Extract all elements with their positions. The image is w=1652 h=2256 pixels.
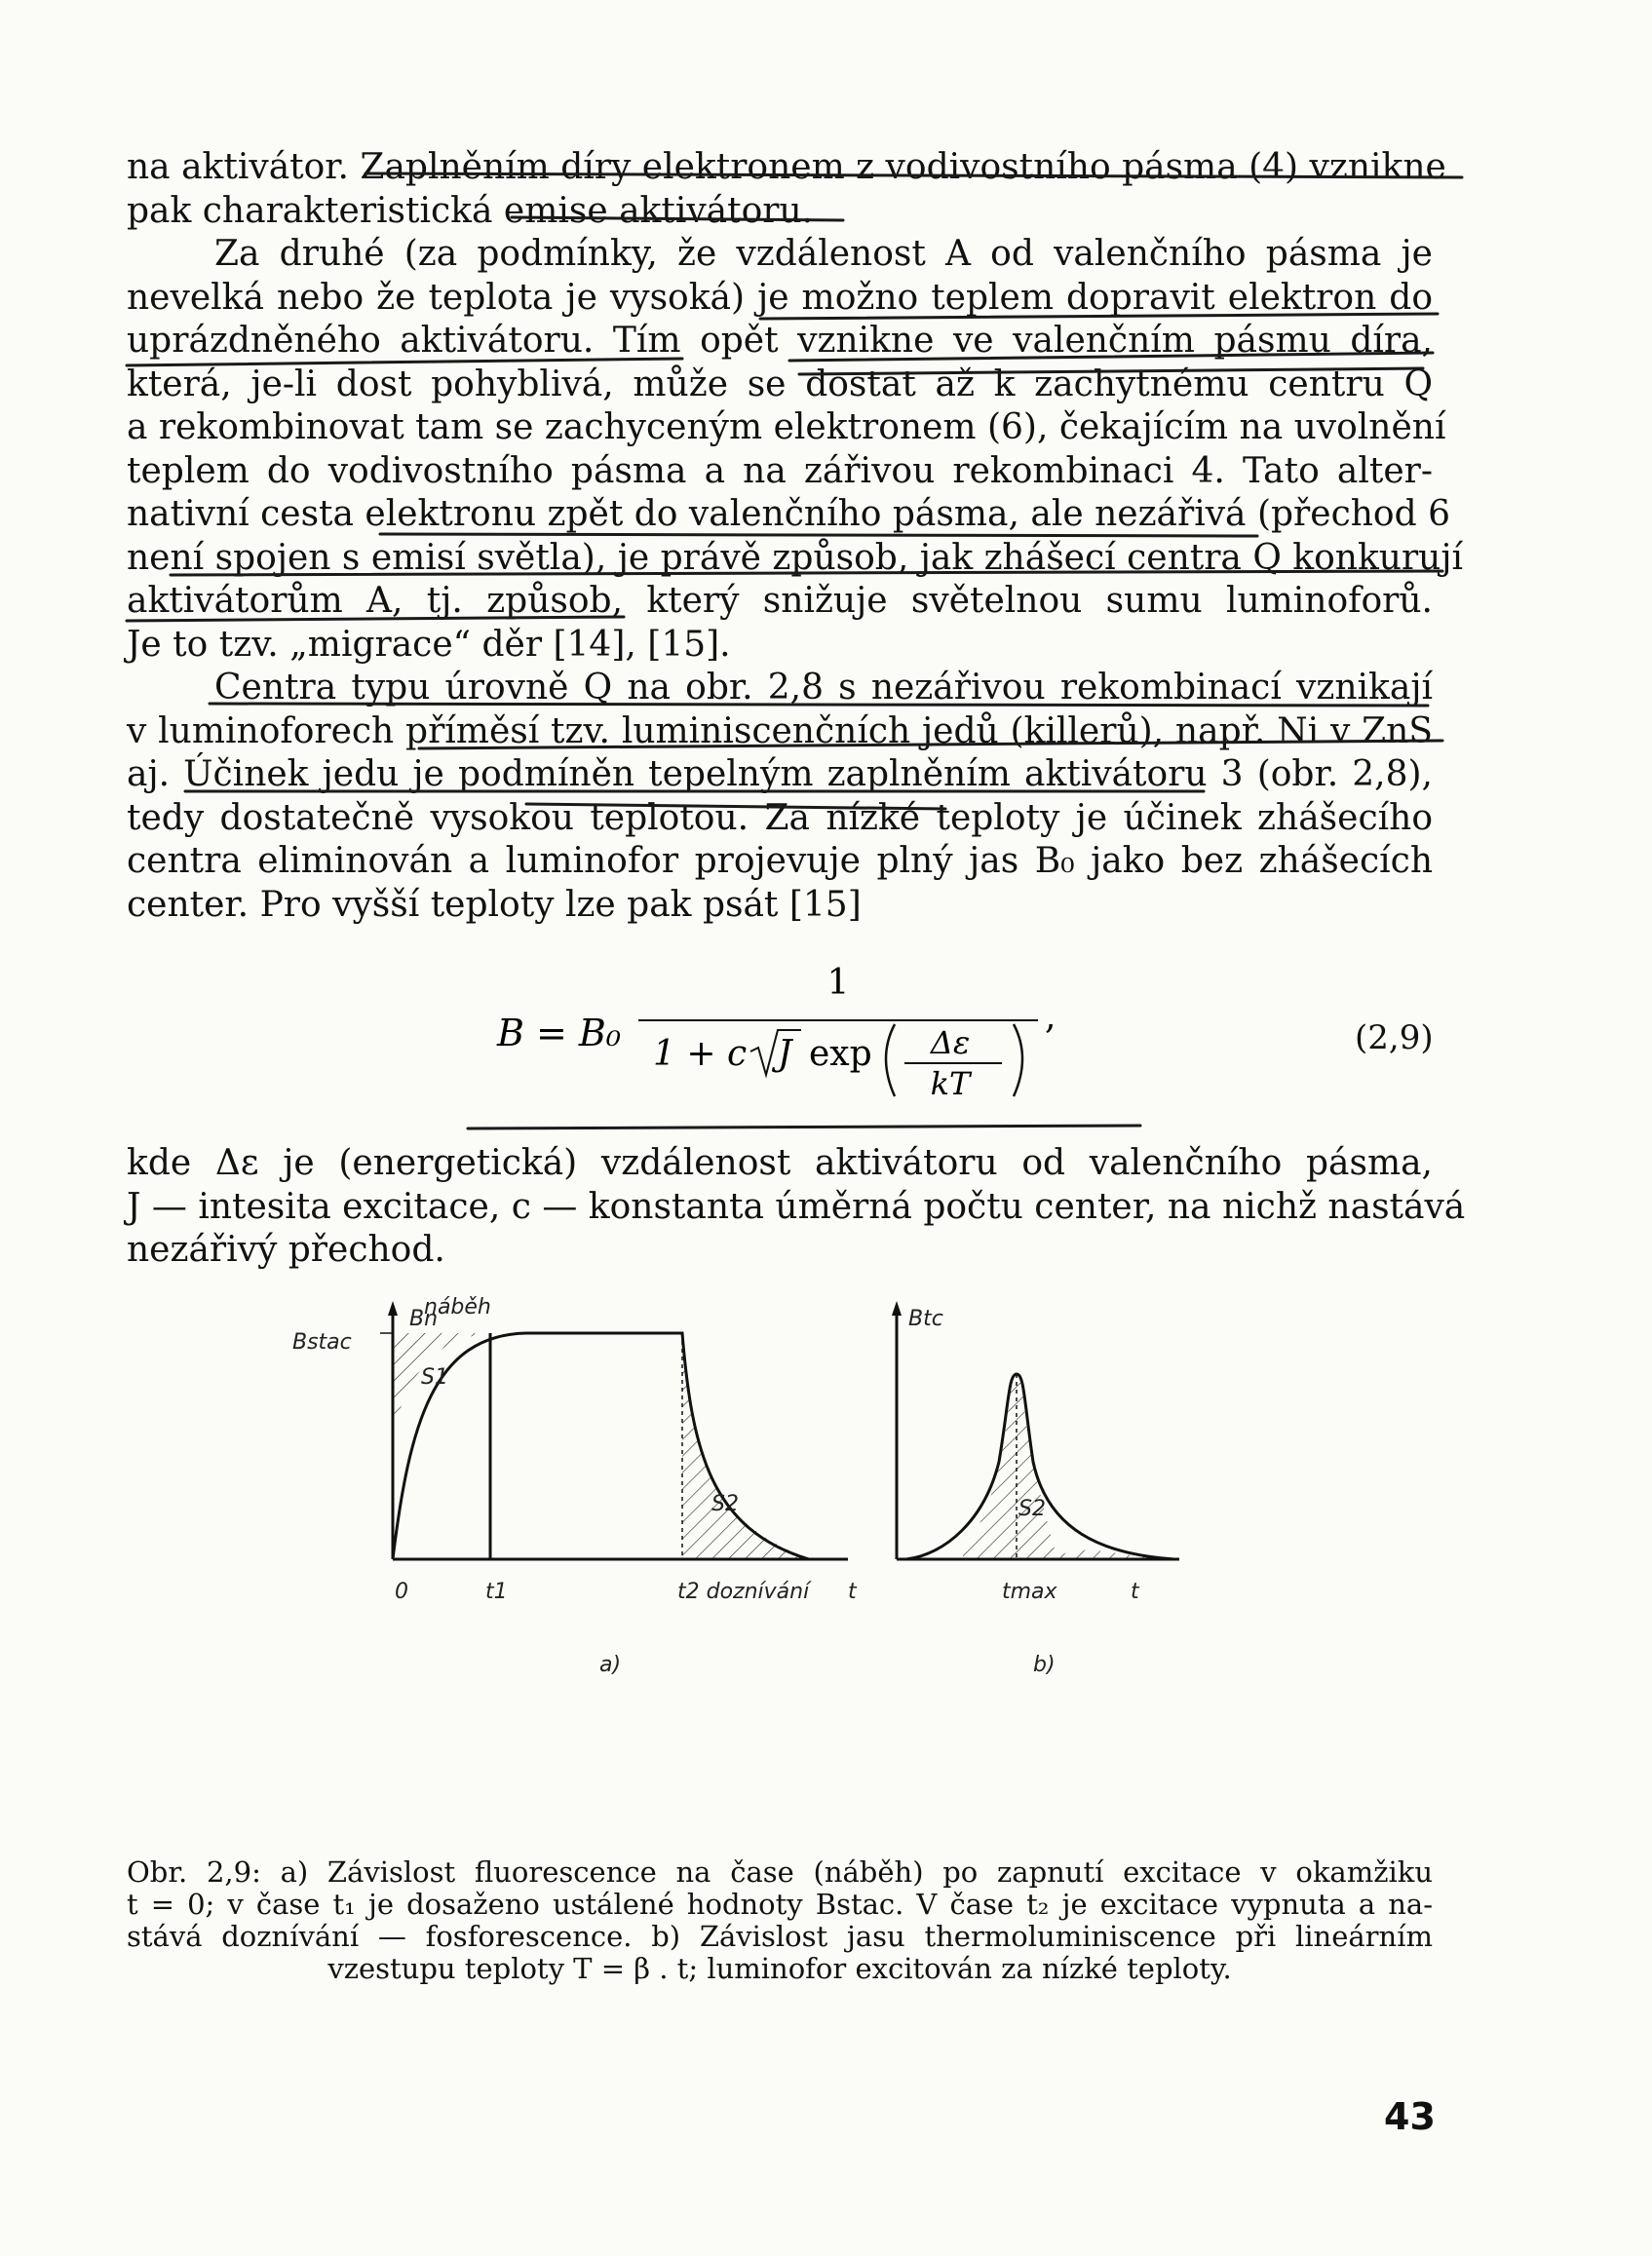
y-axis-arrow-b: [892, 1301, 902, 1316]
text-line: v luminoforech příměsí tzv. luminiscenčních jedů (killerů), např. Ni v ZnS: [127, 710, 1433, 751]
text-line: která, je-li dost pohyblivá, může se dostat až k zachytnému centru Q: [127, 363, 1433, 404]
t-label-b: t: [1131, 1580, 1139, 1604]
text-line: uprázdněného aktivátoru. Tím opět vznikne ve valenčním pásmu díra,: [127, 321, 1433, 361]
text-line: tedy dostatečně vysokou teplotou. Za nízké teploty je účinek zhášecího: [127, 797, 1433, 838]
equation-comma: ,: [1045, 997, 1057, 1037]
y-axis-arrow-a: [388, 1301, 398, 1316]
t1-label: t1: [485, 1580, 508, 1604]
t2-label: t2 doznívání: [677, 1580, 810, 1604]
area-s2-b: [960, 1382, 1057, 1560]
paragraph-3: [127, 667, 1433, 927]
text-line: center. Pro vyšší teploty lze pak psát [15]: [127, 884, 862, 925]
right-paren: [1014, 1024, 1022, 1096]
figure-2-9: [263, 1296, 1287, 1842]
text-line: nativní cesta elektronu zpět do valenčního pásma, ale nezářivá (přechod 6: [127, 494, 1450, 534]
y-label-btc: Btc: [908, 1307, 943, 1331]
caption-line: stává doznívání — fosforescence. b) Závislost jasu thermoluminiscence při lineárním: [127, 1920, 1433, 1953]
inner-numerator: Δε: [930, 1024, 971, 1061]
text-line: Je to tzv. „migrace“ děr [14], [15].: [127, 624, 731, 665]
origin-label: 0: [395, 1580, 408, 1604]
figure-panel-a: [292, 1296, 858, 1677]
paragraph-1: [127, 146, 1446, 233]
fluorescence-curve: [393, 1333, 809, 1559]
text-line: aktivátorům A, tj. způsob, který snižuje světelnou sumu luminoforů.: [127, 581, 1433, 621]
text-line: Centra typu úrovně Q na obr. 2,8 s nezářivou rekombinací vznikají: [214, 668, 1433, 707]
text-line: na aktivátor. Zaplněním díry elektronem z vodivostního pásma (4) vznikne: [127, 147, 1446, 187]
text-line: aj. Účinek jedu je podmíněn tepelným zaplněním aktivátoru 3 (obr. 2,8),: [127, 754, 1433, 794]
text-line: nezářivý přechod.: [127, 1230, 445, 1270]
text-line: centra eliminován a luminofor projevuje plný jas B₀ jako bez zhášecích: [127, 841, 1433, 881]
text-line: a rekombinovat tam se zachyceným elektronem (6), čekajícím na uvolnění: [127, 407, 1446, 447]
s2-label-a: S2: [711, 1492, 739, 1516]
s2-label-b: S2: [1018, 1497, 1046, 1521]
sqrt-argument: J: [778, 1034, 792, 1074]
exp-function: exp: [809, 1034, 872, 1074]
text-line: nevelká nebo že teplota je vysoká) je možno teplem dopravit elektron do: [127, 277, 1433, 318]
equation-2-9: [468, 960, 1345, 1126]
text-line: J — intesita excitace, c — konstanta úměrná počtu center, na nichž nastává: [127, 1186, 1466, 1227]
left-paren: [886, 1024, 895, 1096]
sqrt-sign: [750, 1030, 801, 1075]
panel-a-label: a): [599, 1653, 622, 1677]
caption-line: t = 0; v čase t₁ je dosaženo ustálené hodnoty Bstac. V čase t₂ je excitace vypnuta a na-: [127, 1888, 1433, 1921]
text-line: kde Δε je (energetická) vzdálenost aktivátoru od valenčního pásma,: [127, 1143, 1433, 1183]
figure-panel-b: [892, 1301, 1179, 1677]
tmax-label: tmax: [1002, 1580, 1057, 1604]
equation-lhs: B = B₀: [497, 1012, 622, 1054]
text-line: pak charakteristická emise aktivátoru.: [127, 190, 814, 231]
paragraph-4: [127, 1142, 1466, 1273]
rise-label: náběh: [424, 1296, 491, 1319]
page-number: 43: [1384, 2095, 1436, 2138]
text-line: Za druhé (za podmínky, že vzdálenost A od valenčního pásma je: [214, 234, 1433, 274]
equation-denominator-prefix: 1 + c: [653, 1034, 748, 1074]
paragraph-2: [127, 233, 1464, 667]
bstac-label: Bstac: [292, 1330, 352, 1355]
y-label-bn: Bn: [409, 1307, 439, 1331]
text-line: není spojen s emisí světla), je právě způsob, jak zhášecí centra Q konkurují: [127, 537, 1464, 578]
equation-numerator: 1: [826, 963, 850, 1003]
panel-b-label: b): [1033, 1653, 1056, 1677]
figure-caption: [127, 1856, 1433, 1985]
text-line: teplem do vodivostního pásma a na zářivou rekombinaci 4. Tato alter-: [127, 450, 1433, 491]
underline-mark: [468, 1126, 1140, 1128]
equation-number: (2,9): [1355, 1018, 1434, 1057]
inner-denominator: kT: [930, 1065, 971, 1102]
caption-line: vzestupu teploty T = β . t; luminofor excitován za nízké teploty.: [327, 1952, 1232, 1985]
s1-label: S1: [421, 1365, 448, 1390]
caption-line: Obr. 2,9: a) Závislost fluorescence na čase (náběh) po zapnutí excitace v okamžiku: [127, 1855, 1433, 1889]
t-label-a: t: [848, 1580, 857, 1604]
